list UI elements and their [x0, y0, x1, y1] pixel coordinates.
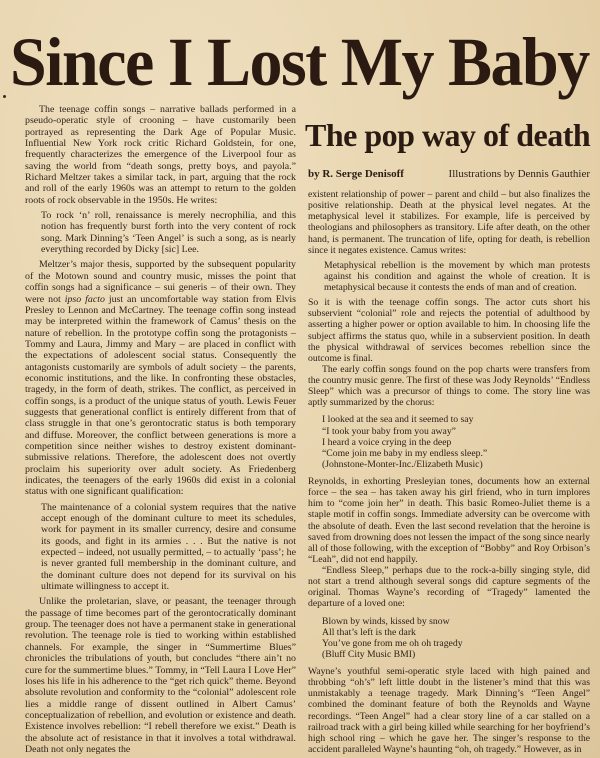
lyric-line: You’ve gone from me oh oh tragedy	[322, 637, 463, 649]
lyric-credit: (Johnstone-Monter-Inc./Elizabeth Music)	[322, 458, 483, 470]
paragraph	[25, 259, 296, 497]
lyric-line: “Come join me baby in my endless sleep.”	[322, 447, 488, 459]
quote-text: Metaphysical rebellion is the movement by which man protests against his condition and against the whole of creation. It is metaphysical because it contests the ends of man and of creation.	[324, 259, 590, 293]
quote-text: To rock ‘n’ roll, renaissance is merely necrophilia, and this notion has frequently burst forth into the very content of rock song. Mark Dinning’s ‘Teen Angel’ is such a song, as is nearly everything recorded by Dicky [sic] Lee.	[41, 210, 296, 256]
paragraph: Unlike the proletarian, slave, or peasant, the teenager through the passage of time becomes part of the gerontocratically dominant group. The teenager does not have a permanent stake in generational revolution. The teenage role is tied to working within established channels. For example, the singer in “Summertime Blues” chronicles the tribulations of youth, but concludes “there ain’t no cure for the summertime blues.” Tommy, in “Tell Laura I Love Her” loses his life in his adherence to the “get rich quick” theme. Beyond absolute revolution and conformity to the “colonial” adolescent role lies a middle range of dissent outlined in Albert Camus’ conceptualization of rebellion, and evolution or existence and death. Existence involves rebellion: “I rebell therefore we exist.” Death is the absolute act of resistance in that it involves a total withdrawal. Death not only negates the	[25, 596, 296, 755]
lyric-line: “I took your baby from you away”	[322, 425, 456, 437]
paragraph: The early coffin songs found on the pop charts were transfers from the country music genre. The first of these was Jody Reynolds’ “Endless Sleep” which was a precursor of things to come. The story line was aptly summarized by the chorus:	[308, 363, 590, 409]
block-quote	[324, 260, 590, 293]
text-run: Meltzer’s major thesis, supported by the subsequent popularity of the Motown sound and country music, misses the point that coffin songs had a significance – sui generis – of their own. They were not	[25, 259, 296, 305]
paragraph: existent relationship of power – parent and child – but also finalizes the positive relationship. Death at the physical level negates. At the metaphysical level it stabilizes. For example, life is perceived by theologians and philosophers as transitory. Life after death, on the other hand, is permanent. The truncation of life, opting for death, is rebellion since it negates existence. Camus writes:	[308, 189, 590, 256]
lyrics-block	[322, 414, 590, 470]
italic-phrase: ipso facto	[64, 293, 105, 305]
lyrics-block	[322, 616, 590, 661]
paragraph: Reynolds, in exhorting Presleyian tones, documents how an external force – the sea – has taken away his girl friend, who in turn implores him to “come join her” in death. This basic Romeo-Juliet theme is a staple motif in coffin songs. Immediate adversity can be overcome with the absolute of death. Even the last second revelation that the heroine is saved from drowning does not lessen the impact of the song since nearly all of those following, with the exception of “Bobby” and Roy Orbison’s “Leah”, did not end happily.	[308, 476, 590, 565]
paragraph: “Endless Sleep,” perhaps due to the rock-a-billy singing style, did not start a trend although several songs did capture segments of the original. Thomas Wayne’s recording of “Tragedy” lamented the departure of a loved one:	[308, 565, 590, 610]
lyric-line: I looked at the sea and it seemed to say	[322, 414, 474, 426]
page-mark	[3, 95, 6, 98]
lyric-line: Blown by winds, kissed by snow	[322, 615, 450, 627]
quote-text: The maintenance of a colonial system requires that the native accept enough of the dominant culture to meet its schedules, work for payment in its smaller currency, desire and consume its goods, and fight in its armies . . . But the native is not expected – indeed, not usually permitted, – to actually ‘pass’; he is never granted full membership in the dominant culture, and the dominant culture does not depend for its survival on his ultimate willingness to accept it.	[41, 501, 296, 593]
left-column	[25, 104, 296, 755]
lyric-line: All that’s left is the dark	[322, 626, 416, 638]
article-title: Since I Lost My Baby	[10, 24, 589, 101]
lyric-line: I heard a voice crying in the deep	[322, 436, 452, 448]
text-run: just an uncomfortable way station from Elvis Presley to Lennon and McCartney. The teenage coffin song instead may be interpreted within the framework of Camus’ thesis on the nature of rebellion. In the prototype coffin song the protagonists – Tommy and Laura, Jimmy and Mary – are placed in conflict with the expectations of adolescent social status. Consequently the antagonists customarily are symbols of adult society – the parents, economic institutions, and the like. In confronting these obstacles, tragedy, in the form of death, strikes. The conflict, as perceived in coffin songs, is a product of the unique status of youth. Lewis Feuer suggests that generational conflict is entirely different from that of class struggle in that one’s gerontocratic status is both temporary and diffuse. Moreover, the conflict between generations is more a competition since neither wishes to destroy existent dominant-submissive relations. Therefore, the adolescent does not overtly proclaim his superiority over adult society. As Friedenberg indicates, the teenagers of the early 1960s did exist in a colonial status with one significant qualification:	[25, 293, 297, 498]
illustrator-credit: Illustrations by Dennis Gauthier	[448, 168, 590, 180]
paragraph: Wayne’s youthful semi-operatic style laced with high pained and throbbing “oh’s” left little doubt in the listener’s mind that this was unmistakably a teenage tragedy. Mark Dinning’s “Teen Angel” combined the dominant feature of both the Reynolds and Wayne recordings. “Teen Angel” had a clear story line of a car stalled on a railroad track with a girl being killed while searching for her boyfriend’s high school ring – which he gave her. The singer’s response to the accident paralleled Wayne’s haunting “oh, oh tragedy.” However, as in	[308, 666, 590, 755]
block-quote	[41, 502, 296, 593]
right-column	[308, 189, 590, 755]
lyric-credit: (Bluff City Music BMI)	[322, 648, 416, 660]
paragraph: So it is with the teenage coffin songs. The actor cuts short his subservient “colonial” role and rejects the potential of adulthood by asserting a higher power or option available to him. In choosing life the subject affirms the status quo, while in a subservient position. In death the physical withdrawal of services becomes rebellion since the outcome is final.	[308, 297, 590, 364]
byline	[308, 168, 590, 181]
article-subtitle: The pop way of death	[305, 117, 591, 153]
paragraph: The teenage coffin songs – narrative ballads performed in a pseudo-operatic style of crooning – have customarily been portrayed as representing the Dark Age of Popular Music. Influential New York rock critic Richard Goldstein, for one, frequently characterizes the emergence of the Liverpool four as saving the world from “death songs, pretty boys, and payola.” Richard Meltzer takes a similar tack, in part, arguing that the rock and roll of the early 1960s was an attempt to return to the golden roots of rock observable in the 1950s. He writes:	[25, 104, 296, 206]
block-quote	[41, 210, 296, 255]
author-credit: by R. Serge Denisoff	[308, 168, 404, 180]
